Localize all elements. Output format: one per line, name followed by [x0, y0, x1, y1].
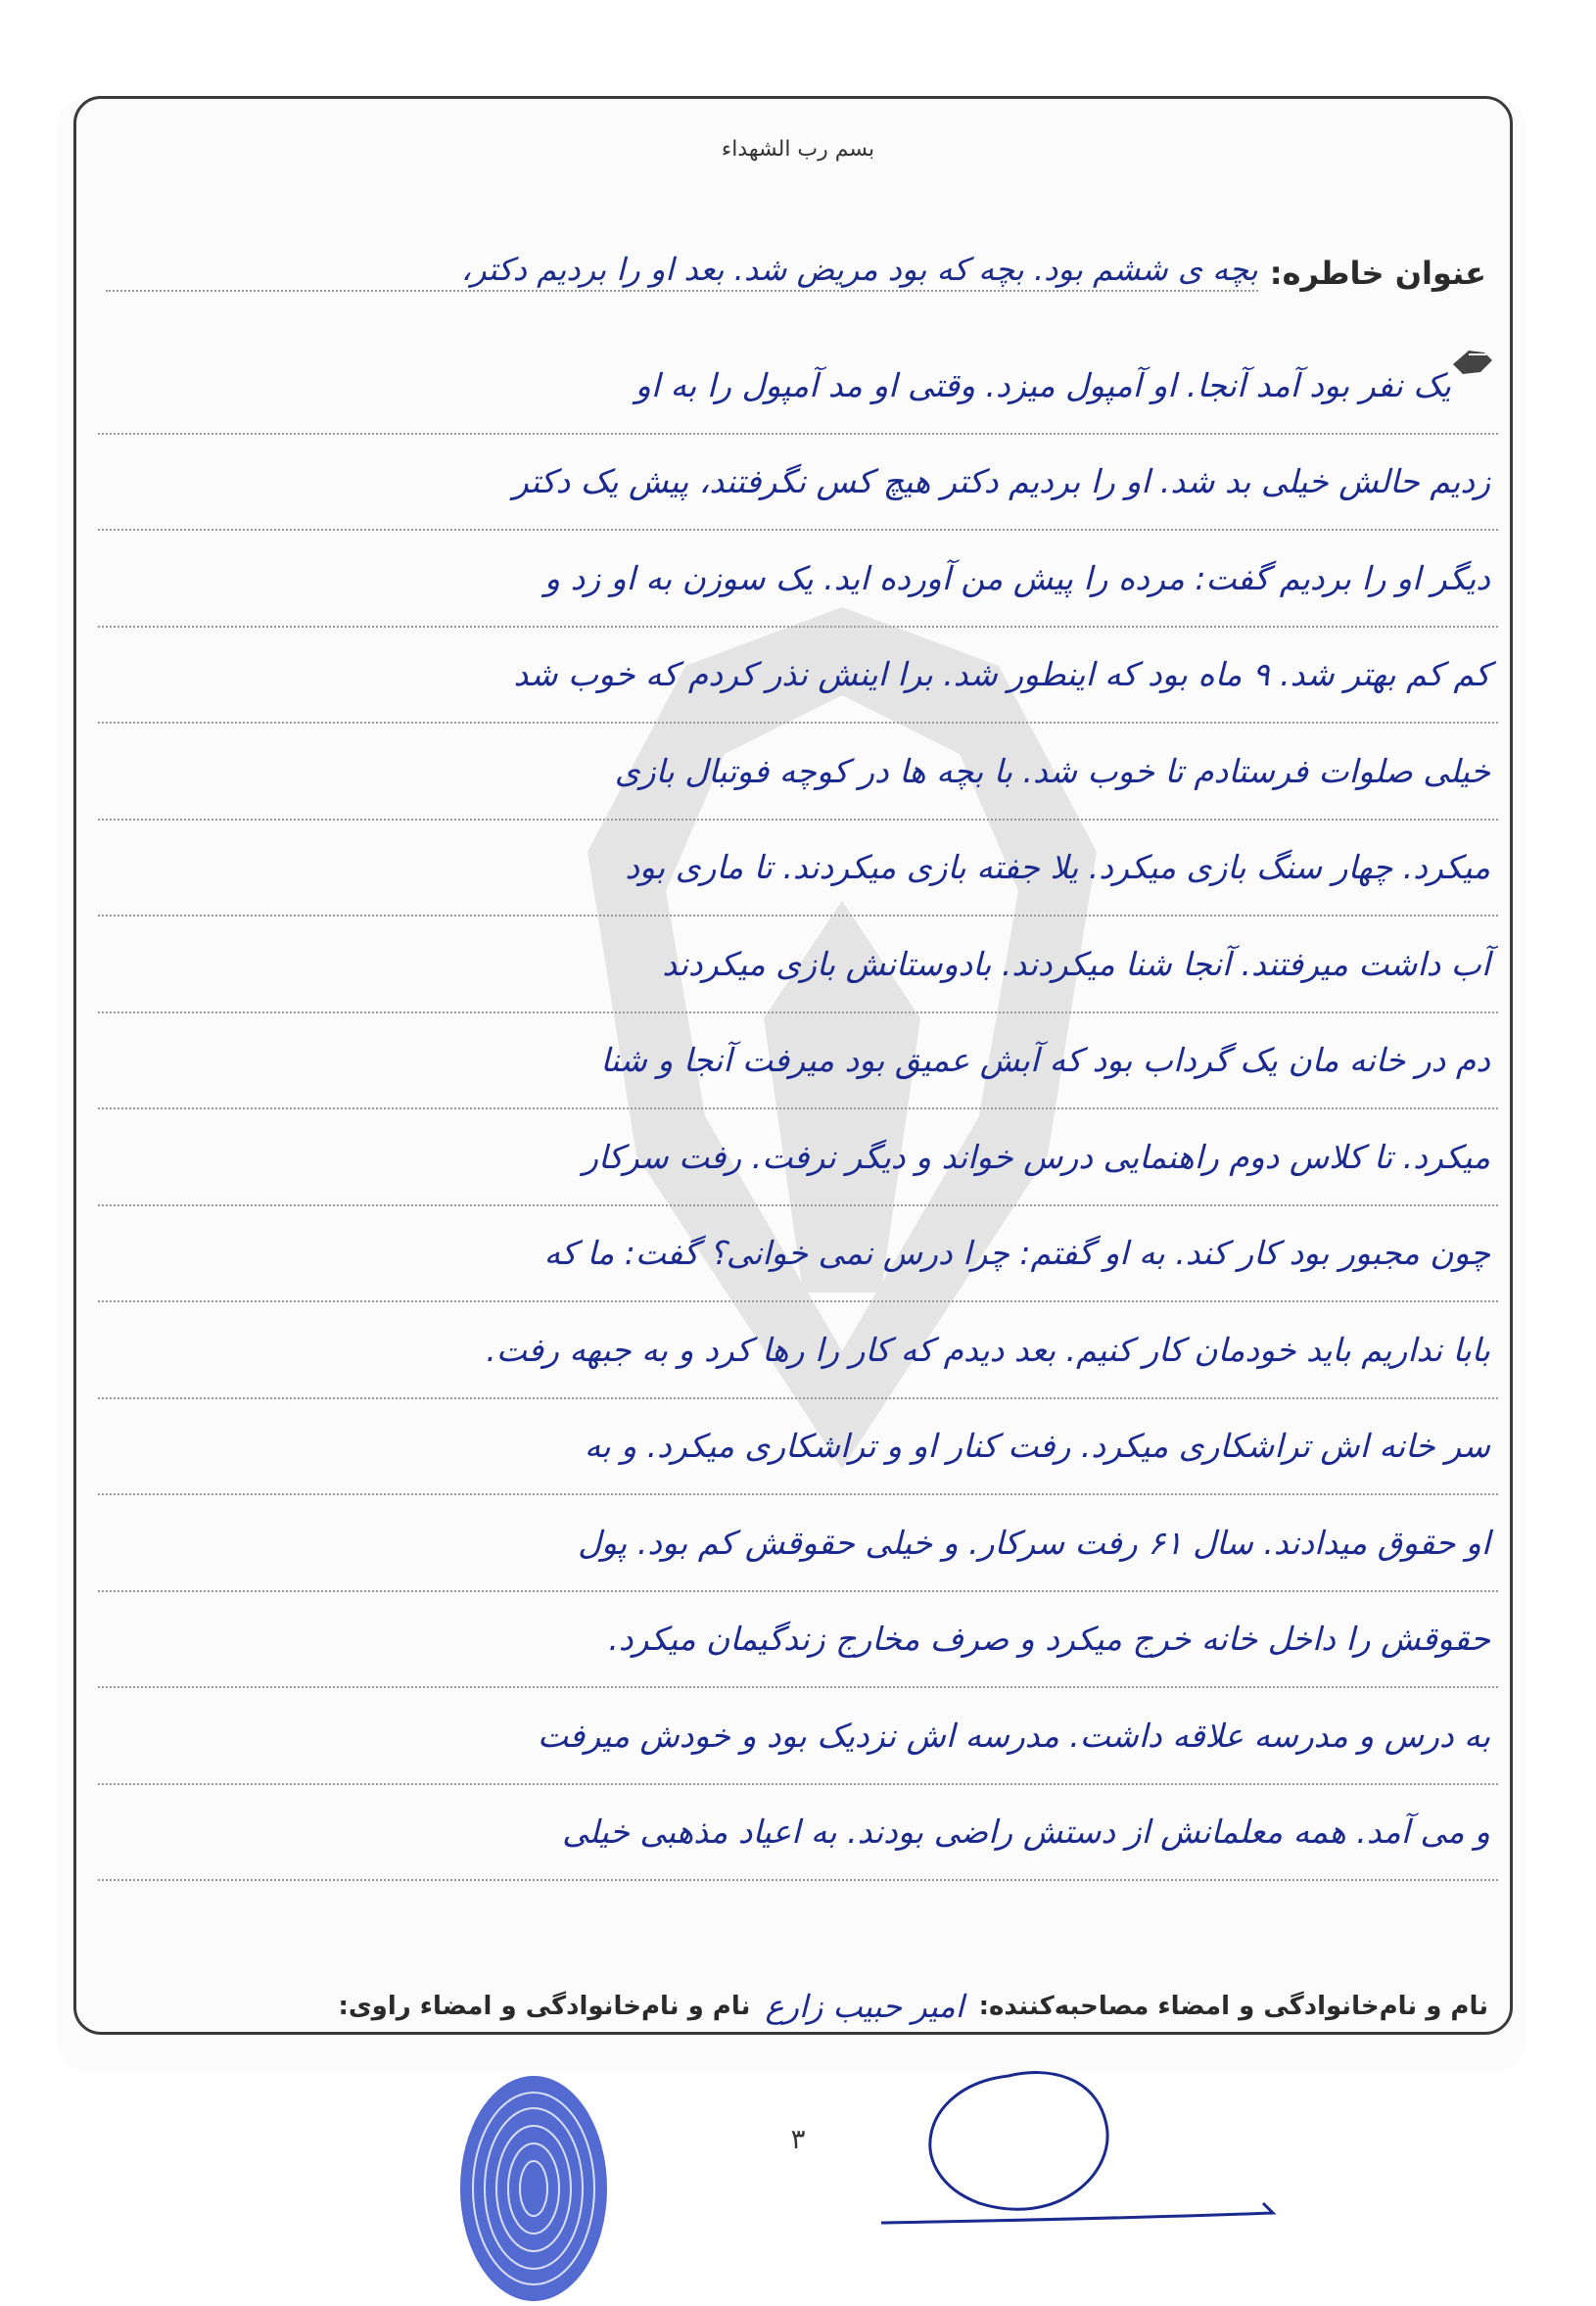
memoir-line: دم در خانه مان یک گرداب بود که آبش عمیق بود میرفت آنجا و شنا [98, 1013, 1498, 1110]
narrator-signature [862, 2056, 1292, 2233]
memoir-title-row [106, 243, 1486, 292]
fingerprint [455, 2071, 612, 2306]
basmala-header: بسم رب الشهداء [721, 137, 875, 162]
signature-row [98, 1988, 1488, 2027]
memoir-line: بابا نداریم باید خودمان کار کنیم. بعد دیدم که کار را رها کرد و به جبهه رفت. [98, 1302, 1498, 1399]
interviewer-label: نام و نام‌خانوادگی و امضاء مصاحبه‌کننده: [978, 1992, 1488, 2021]
page-number: ۳ [790, 2123, 806, 2155]
memoir-line: یک نفر بود آمد آنجا. او آمپول میزد. وقتی او مد آمپول را به او [98, 338, 1498, 435]
memoir-title-value: بچه ی ششم بود. بچه که بود مریض شد. بعد او را بردیم دکتر، [106, 251, 1258, 292]
memoir-title-label: عنوان خاطره: [1269, 255, 1486, 292]
memoir-lines [98, 338, 1498, 1881]
memoir-line: میکرد. تا کلاس دوم راهنمایی درس خواند و دیگر نرفت. رفت سرکار [98, 1109, 1498, 1206]
memoir-line: به درس و مدرسه علاقه داشت. مدرسه اش نزدیک بود و خودش میرفت [98, 1688, 1498, 1785]
memoir-line: چون مجبور بود کار کند. به او گفتم: چرا درس نمی خوانی؟ گفت: ما که [98, 1206, 1498, 1303]
interviewer-signature: امیر حبیب زارع [765, 1988, 964, 2025]
memoir-line: آب داشت میرفتند. آنجا شنا میکردند. بادوستانش بازی میکردند [98, 917, 1498, 1013]
memoir-line: حقوقش را داخل خانه خرج میکرد و صرف مخارج زندگیمان میکرد. [98, 1592, 1498, 1689]
memoir-line: زدیم حالش خیلی بد شد. او را بردیم دکتر هیچ کس نگرفتند، پیش یک دکتر [98, 435, 1498, 532]
memoir-line: میکرد. چهار سنگ بازی میکرد. یلا جفته بازی میکردند. تا ماری بود [98, 821, 1498, 918]
narrator-label: نام و نام‌خانوادگی و امضاء راوی: [338, 1992, 751, 2021]
memoir-line: و می آمد. همه معلمانش از دستش راضی بودند. به اعیاد مذهبی خیلی [98, 1785, 1498, 1882]
memoir-line: کم کم بهتر شد. ۹ ماه بود که اینطور شد. برا اینش نذر کردم که خوب شد [98, 628, 1498, 725]
memoir-line: دیگر او را بردیم گفت: مرده را پیش من آورده اید. یک سوزن به او زد و [98, 531, 1498, 628]
memoir-line: خیلی صلوات فرستادم تا خوب شد. با بچه ها در کوچه فوتبال بازی [98, 724, 1498, 821]
memoir-line: سر خانه اش تراشکاری میکرد. رفت کنار او و تراشکاری میکرد. و به [98, 1399, 1498, 1496]
memoir-line: او حقوق میدادند. سال ۶۱ رفت سرکار. و خیلی حقوقش کم بود. پول [98, 1495, 1498, 1592]
